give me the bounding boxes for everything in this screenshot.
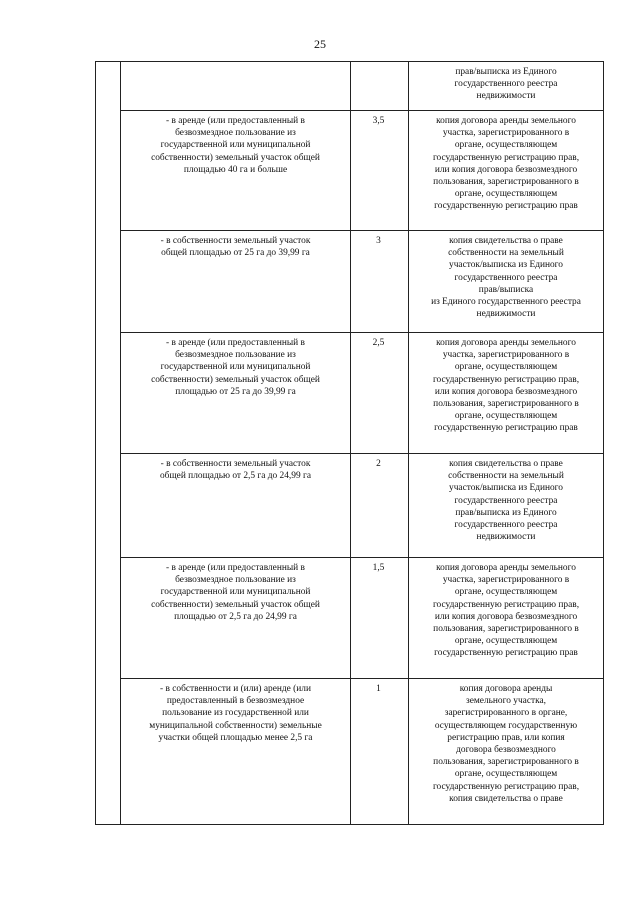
text-line: участка, зарегистрированного в (442, 575, 570, 586)
text-line: муниципальной собственности) земельные (149, 720, 322, 731)
text-line: копия свидетельства о праве (449, 236, 563, 246)
text-line: пользование из государственной или (162, 708, 309, 719)
text-line: осуществляющем государственную (434, 720, 578, 731)
text-line: площадью от 2,5 га до 24,99 га (174, 611, 297, 622)
score-cell (351, 62, 409, 111)
documents-cell (409, 558, 604, 679)
table-row (96, 333, 604, 454)
text-line: договора безвозмездного (456, 745, 556, 756)
text-line: государственного реестра (454, 272, 558, 283)
text-line: - в собственности земельный участок (160, 459, 311, 469)
text-line: государственную регистрацию прав (434, 423, 578, 434)
text-line: - в собственности земельный участок (160, 236, 311, 246)
text-line: государственного реестра (454, 79, 558, 90)
text-line: общей площадью от 2,5 га до 24,99 га (159, 471, 312, 482)
text-line: государственного реестра (454, 495, 558, 506)
text-line: органе, осуществляющем (454, 189, 558, 200)
text-line: площадью от 25 га до 39,99 га (175, 386, 296, 397)
text-line: или копия договора безвозмездного (434, 386, 578, 397)
text-line: органе, осуществляющем (454, 411, 558, 422)
text-line: прав/выписка (478, 284, 534, 295)
text-line: пользования, зарегистрированного в (433, 757, 579, 768)
text-line: органе, осуществляющем (454, 769, 558, 780)
text-line: недвижимости (476, 532, 536, 543)
criteria-table-body (96, 62, 604, 825)
text-line: участок/выписка из Единого (449, 260, 563, 271)
text-line: копия свидетельства о праве (449, 459, 563, 469)
text-line: государственной или муниципальной (160, 140, 311, 151)
text-line: собственности на земельный (448, 471, 564, 482)
text-line: органе, осуществляющем (454, 140, 558, 151)
text-line: государственного реестра (454, 520, 558, 531)
text-line: из Единого государственного реестра (431, 297, 581, 308)
text-line: прав/выписка из Единого (455, 507, 557, 518)
number-column-cell (96, 62, 121, 825)
text-line: прав/выписка из Единого (455, 67, 557, 77)
text-line: недвижимости (476, 309, 536, 320)
text-line: участки общей площадью менее 2,5 га (158, 732, 313, 743)
documents-cell (409, 62, 604, 111)
text-line: государственную регистрацию прав, (432, 781, 580, 792)
documents-cell (409, 454, 604, 558)
text-line: собственности) земельный участок общей (151, 599, 320, 610)
text-line: участка, зарегистрированного в (442, 350, 570, 361)
text-line: копия договора аренды земельного (436, 563, 576, 573)
score-cell: 2 (351, 454, 409, 558)
text-line: недвижимости (476, 91, 536, 102)
documents-cell (409, 111, 604, 231)
criteria-table (95, 61, 604, 825)
criterion-cell (121, 333, 351, 454)
text-line: площадью 40 га и больше (183, 164, 288, 175)
text-line: или копия договора безвозмездного (434, 164, 578, 175)
text-line: безвозмездное пользование из (175, 128, 296, 139)
text-line: государственную регистрацию прав, (432, 374, 580, 385)
text-line: органе, осуществляющем (454, 362, 558, 373)
text-line: предоставленный в безвозмездное (166, 696, 305, 707)
text-line: государственной или муниципальной (160, 587, 311, 598)
text-line: участка, зарегистрированного в (442, 128, 570, 139)
text-line: пользования, зарегистрированного в (433, 624, 579, 635)
text-line: или копия договора безвозмездного (434, 611, 578, 622)
page-number: 25 (314, 37, 326, 51)
text-line: общей площадью от 25 га до 39,99 га (161, 248, 310, 259)
criterion-cell (121, 231, 351, 333)
table-row (96, 679, 604, 825)
text-line: безвозмездное пользование из (175, 350, 296, 361)
criterion-cell (121, 454, 351, 558)
text-line: участок/выписка из Единого (449, 483, 563, 494)
text-line: пользования, зарегистрированного в (433, 177, 579, 188)
score-cell: 1,5 (351, 558, 409, 679)
text-line: - в аренде (или предоставленный в (166, 563, 305, 573)
text-line: - в собственности и (или) аренде (или (159, 684, 312, 694)
text-line: безвозмездное пользование из (175, 575, 296, 586)
criterion-cell (121, 679, 351, 825)
documents-cell (409, 333, 604, 454)
documents-cell (409, 679, 604, 825)
text-line: - в аренде (или предоставленный в (166, 338, 305, 348)
table-row (96, 558, 604, 679)
text-line: зарегистрированного в органе, (444, 708, 568, 719)
criterion-cell (121, 558, 351, 679)
text-line: государственную регистрацию прав, (432, 152, 580, 163)
table-row (96, 111, 604, 231)
text-line: органе, осуществляющем (454, 636, 558, 647)
text-line: регистрацию прав, или копия (447, 732, 565, 743)
text-line: копия договора аренды земельного (436, 338, 576, 348)
score-cell: 1 (351, 679, 409, 825)
score-cell: 3,5 (351, 111, 409, 231)
text-line: пользования, зарегистрированного в (433, 399, 579, 410)
text-line: копия свидетельства о праве (449, 793, 563, 804)
table-row (96, 454, 604, 558)
table-row (96, 62, 604, 111)
text-line: государственную регистрацию прав (434, 201, 578, 212)
score-cell: 3 (351, 231, 409, 333)
text-line: собственности на земельный (448, 248, 564, 259)
documents-cell (409, 231, 604, 333)
table-row (96, 231, 604, 333)
criterion-cell (121, 111, 351, 231)
text-line: государственную регистрацию прав, (432, 599, 580, 610)
criterion-cell (121, 62, 351, 111)
text-line: государственную регистрацию прав (434, 648, 578, 659)
score-cell: 2,5 (351, 333, 409, 454)
text-line: собственности) земельный участок общей (151, 152, 320, 163)
text-line: копия договора аренды земельного (436, 116, 576, 126)
text-line: копия договора аренды (459, 684, 553, 694)
text-line: - в аренде (или предоставленный в (166, 116, 305, 126)
text-line: государственной или муниципальной (160, 362, 311, 373)
text-line: органе, осуществляющем (454, 587, 558, 598)
text-line: собственности) земельный участок общей (151, 374, 320, 385)
text-line: земельного участка, (466, 696, 546, 707)
